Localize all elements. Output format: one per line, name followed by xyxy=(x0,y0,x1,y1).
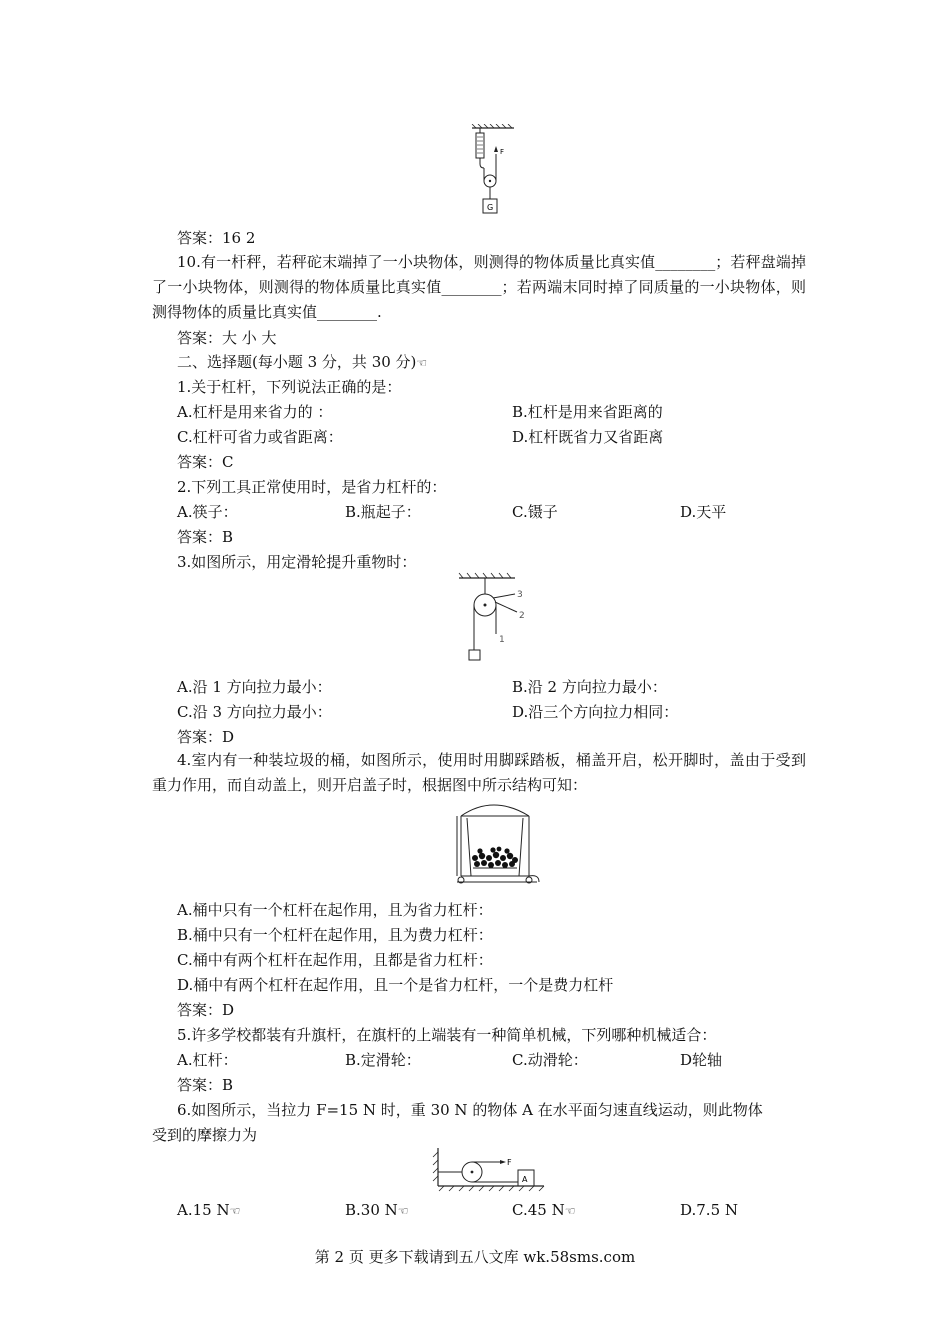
s1-option-c: C.杠杆可省力或省距离： xyxy=(177,428,343,446)
s4-stem: 4.室内有一种装垃圾的桶，如图所示，使用时用脚踩踏板，桶盖开启，松开脚时，盖由于受到重力作用，而自动盖上，则开启盖子时，根据图中所示结构可知： xyxy=(152,751,806,794)
force-label: F xyxy=(500,148,505,156)
s2-option-c: C.镊子 xyxy=(512,503,558,521)
s3-option-b: B.沿 2 方向拉力最小： xyxy=(512,678,667,696)
s5-stem: 5.许多学校都装有升旗杆，在旗杆的上端装有一种简单机械，下列哪种机械适合： xyxy=(177,1026,717,1044)
s5-option-a: A.杠杆： xyxy=(177,1051,238,1069)
s6-stem-line1: 6.如图所示，当拉力 F=15 N 时，重 30 N 的物体 A 在水平面匀速直线运动，则此物体 xyxy=(177,1101,763,1119)
s2-stem: 2.下列工具正常使用时，是省力杠杆的： xyxy=(177,478,447,496)
hand-icon: ☜ xyxy=(397,1204,409,1218)
s3-stem: 3.如图所示，用定滑轮提升重物时： xyxy=(177,553,417,571)
answer-s4: 答案：D xyxy=(177,1001,235,1019)
spring-scale-pulley-figure xyxy=(470,124,520,216)
s6-option-c xyxy=(512,1199,575,1222)
s2-option-a: A.筷子： xyxy=(177,503,238,521)
answer-s5: 答案：B xyxy=(177,1076,234,1094)
hand-icon: ☜ xyxy=(416,356,428,370)
s6-option-a xyxy=(177,1199,240,1222)
answer-q10: 答案：大 小 大 xyxy=(177,329,277,347)
weight-label: G xyxy=(487,203,494,212)
hand-icon: ☜ xyxy=(564,1204,576,1218)
fixed-pulley-figure xyxy=(455,572,545,664)
s5-option-d: D轮轴 xyxy=(680,1051,723,1069)
s6-option-d: D.7.5 N xyxy=(680,1201,739,1219)
s6-option-b-text: B.30 N xyxy=(345,1201,398,1219)
s1-option-a: A.杠杆是用来省力的 ： xyxy=(177,403,333,421)
section-2-title-text: 二、选择题(每小题 3 分，共 30 分) xyxy=(177,353,417,371)
object-a-label: A xyxy=(522,1175,528,1184)
s6-option-c-text: C.45 N xyxy=(512,1201,565,1219)
s2-option-d: D.天平 xyxy=(680,503,727,521)
s2-option-b: B.瓶起子： xyxy=(345,503,421,521)
s4-option-a: A.桶中只有一个杠杆在起作用，且为省力杠杆： xyxy=(177,901,493,919)
s4-option-d: D.桶中有两个杠杆在起作用，且一个是省力杠杆，一个是费力杠杆 xyxy=(177,976,614,994)
answer-s2: 答案：B xyxy=(177,528,234,546)
hand-icon: ☜ xyxy=(229,1204,241,1218)
s5-option-c: C.动滑轮： xyxy=(512,1051,588,1069)
s4-option-b: B.桶中只有一个杠杆在起作用，且为费力杠杆： xyxy=(177,926,493,944)
s3-option-d: D.沿三个方向拉力相同： xyxy=(512,703,679,721)
s5-option-b: B.定滑轮： xyxy=(345,1051,421,1069)
direction-label-3: 3 xyxy=(517,590,523,600)
s1-stem: 1.关于杠杆，下列说法正确的是： xyxy=(177,378,402,396)
s3-option-a: A.沿 1 方向拉力最小： xyxy=(177,678,332,696)
pull-force-label: F xyxy=(507,1158,512,1167)
trash-can-figure xyxy=(447,796,543,892)
s1-option-b: B.杠杆是用来省距离的 xyxy=(512,403,663,421)
question-10: 10.有一杆秤，若秤砣末端掉了一小块物体，则测得的物体质量比真实值________；若秤盘端掉了一小块物体，则测得的物体质量比真实值________；若两端末同时掉了同质量的一小块物体，则测得物体的质量比真实值________. xyxy=(152,253,806,321)
s6-stem-line2: 受到的摩擦力为 xyxy=(152,1126,258,1144)
horizontal-pulley-figure xyxy=(432,1146,548,1192)
direction-label-2: 2 xyxy=(519,611,525,621)
s3-option-c: C.沿 3 方向拉力最小： xyxy=(177,703,332,721)
page-footer: 第 2 页 更多下载请到五八文库 wk.58sms.com xyxy=(314,1248,636,1266)
s4-option-c: C.桶中有两个杠杆在起作用，且都是省力杠杆： xyxy=(177,951,493,969)
s6-option-b xyxy=(345,1199,409,1222)
s6-option-a-text: A.15 N xyxy=(177,1201,230,1219)
s1-option-d: D.杠杆既省力又省距离 xyxy=(512,428,664,446)
direction-label-1: 1 xyxy=(499,635,505,645)
section-2-title xyxy=(177,351,427,374)
answer-q9: 答案：16 2 xyxy=(177,229,256,247)
answer-s1: 答案：C xyxy=(177,453,234,471)
answer-s3: 答案：D xyxy=(177,728,235,746)
